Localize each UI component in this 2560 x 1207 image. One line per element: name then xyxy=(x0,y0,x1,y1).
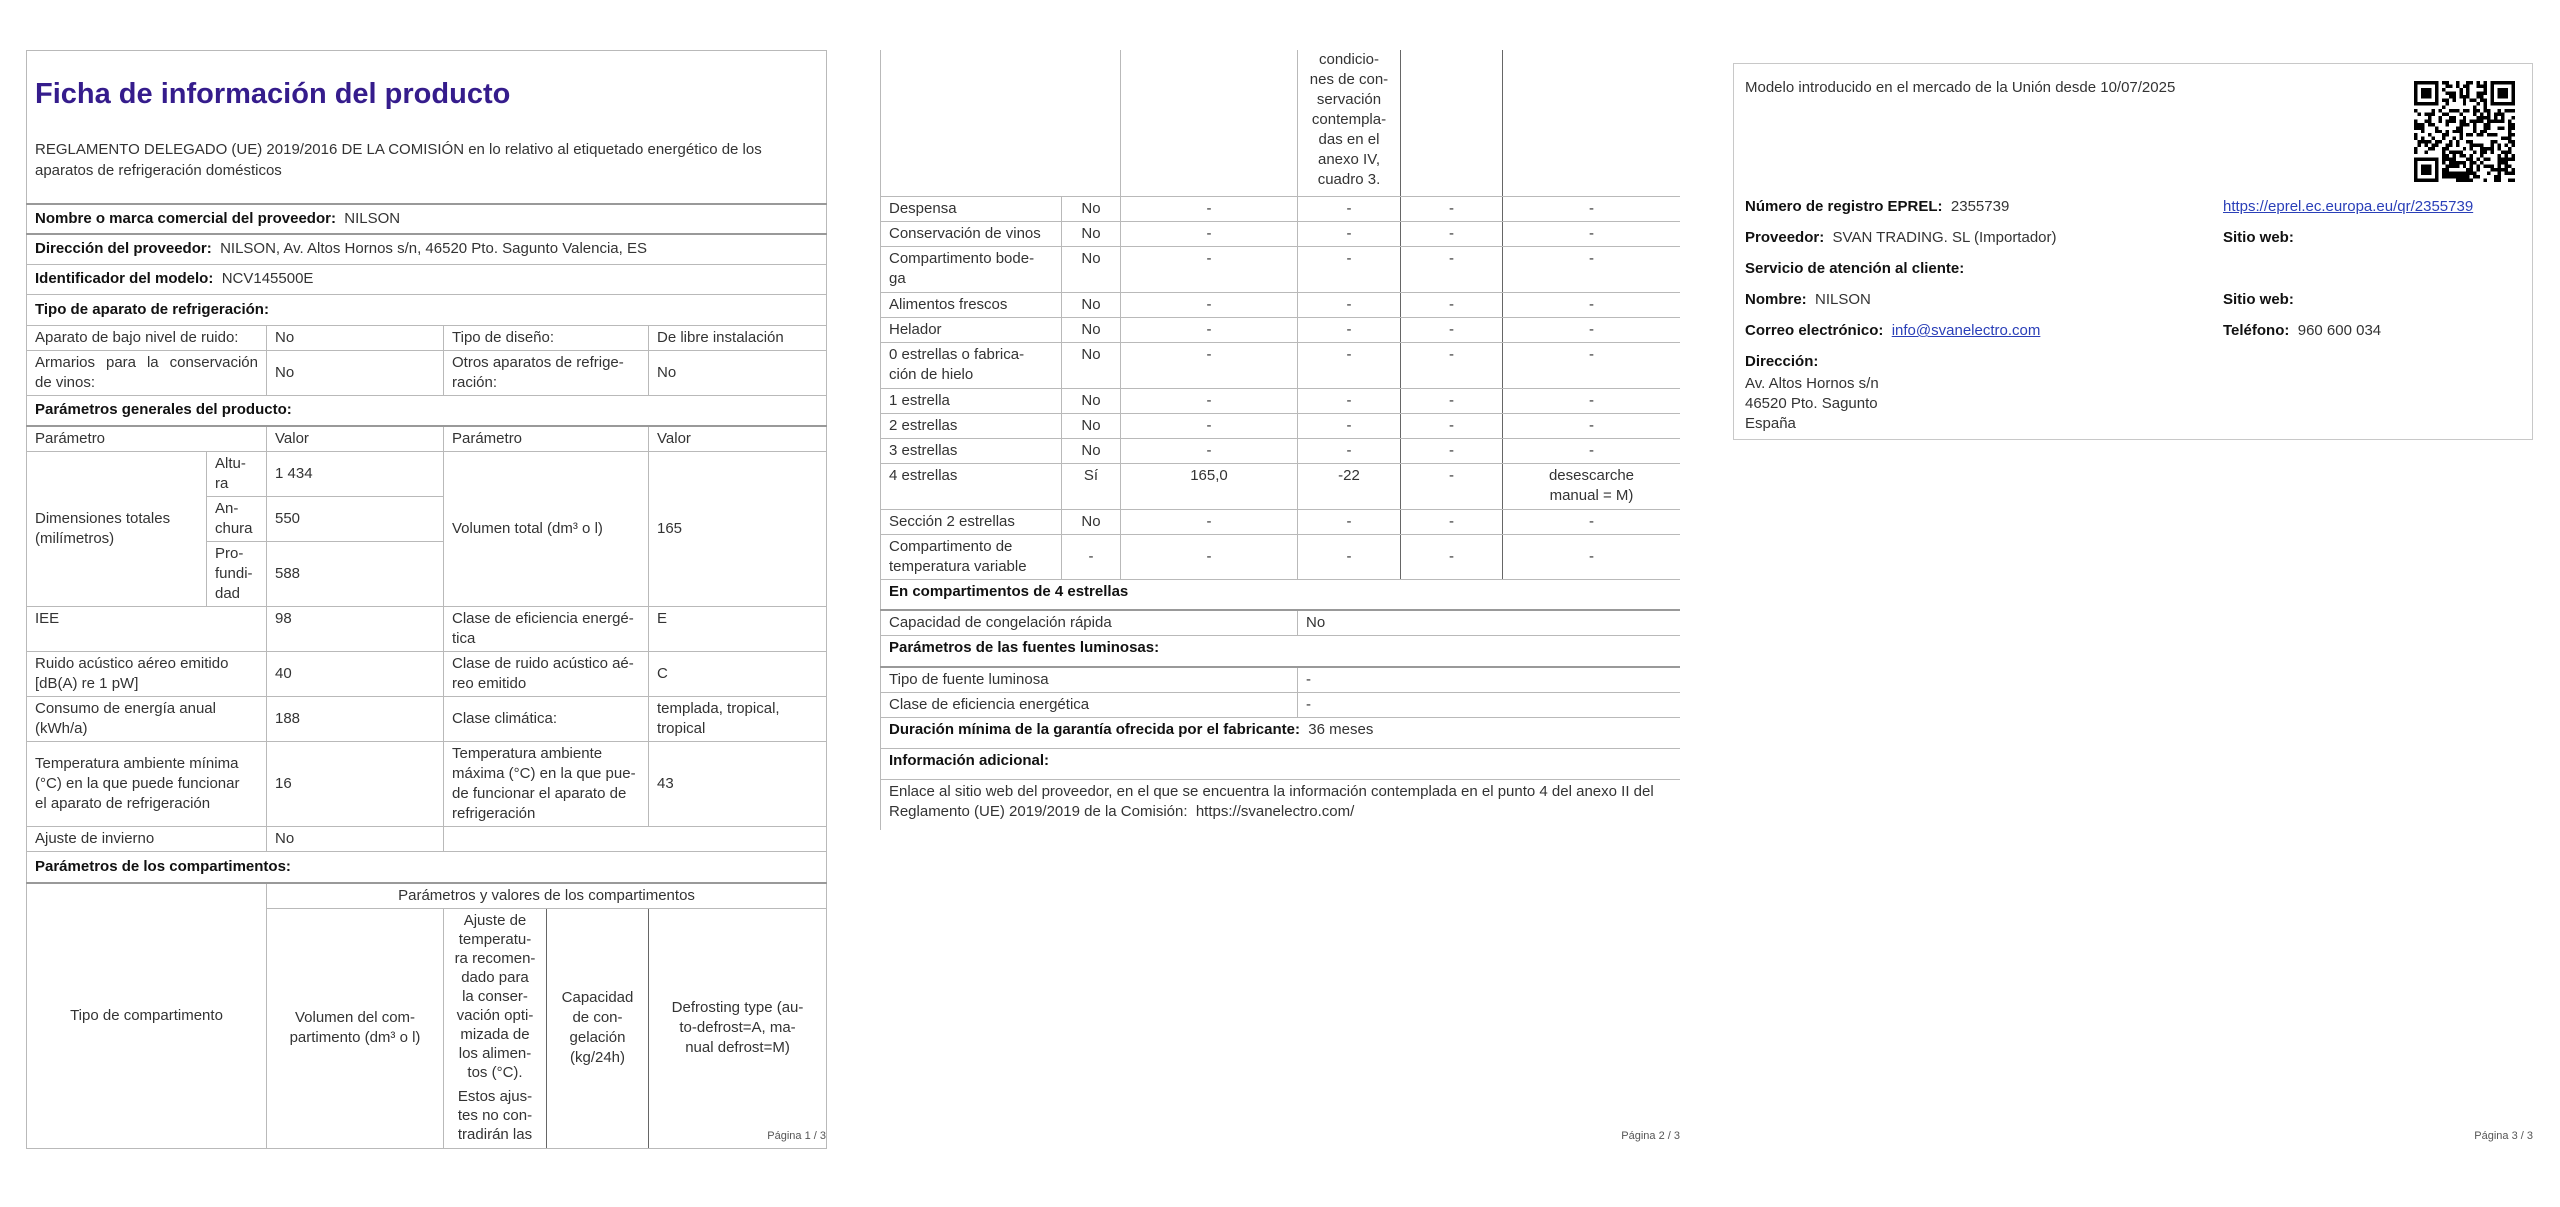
compartment-temp: - xyxy=(1298,246,1401,292)
comp-params-header: Parámetros y valores de los compartimentos xyxy=(267,883,827,909)
compartment-present: No xyxy=(1062,509,1121,534)
compartment-defrost: desescarche manual = M) xyxy=(1503,463,1681,509)
compartment-defrost: - xyxy=(1503,388,1681,413)
name-label: Nombre: xyxy=(1745,291,1807,308)
page-title: Ficha de información del producto xyxy=(35,78,511,110)
email-row xyxy=(1745,322,2040,339)
compartment-present: No xyxy=(1062,388,1121,413)
header-cell xyxy=(27,51,827,205)
compartment-volume: - xyxy=(1121,509,1298,534)
compartment-name: Conservación de vinos xyxy=(881,221,1062,246)
phone-row xyxy=(2223,322,2381,339)
address-label: Dirección: xyxy=(1745,353,1819,370)
wine-value: No xyxy=(267,350,444,395)
compartment-name: Compartimento bode- ga xyxy=(881,246,1062,292)
fast-freeze-label: Capacidad de congelación rápida xyxy=(881,610,1298,636)
warranty-value: 36 meses xyxy=(1308,720,1374,738)
compartment-name: 3 estrellas xyxy=(881,438,1062,463)
light-heading: Parámetros de las fuentes luminosas: xyxy=(881,636,1681,667)
noise-label: Ruido acústico aéreo emitido [dB(A) re 1 pW] xyxy=(27,652,267,697)
compartment-capacity: - xyxy=(1401,463,1503,509)
general-heading: Parámetros generales del producto: xyxy=(27,395,827,426)
comp-volume-header: Volumen del com- partimento (dm³ o l) xyxy=(267,908,444,1148)
tmax-label: Temperatura ambiente máxima (°C) en la que pue- de funcionar el aparato de refrigeración xyxy=(444,742,649,827)
light-type-value: - xyxy=(1298,667,1681,693)
compartment-defrost: - xyxy=(1503,196,1681,221)
compartment-capacity: - xyxy=(1401,388,1503,413)
compartment-defrost: - xyxy=(1503,438,1681,463)
supplier-label: Nombre o marca comercial del proveedor: xyxy=(35,210,336,227)
other-label: Otros aparatos de refrige- ración: xyxy=(444,350,649,395)
comp-type-header: Tipo de compartimento xyxy=(27,883,267,1149)
col-param-2: Parámetro xyxy=(444,426,649,452)
compartment-volume: - xyxy=(1121,221,1298,246)
warranty-row xyxy=(881,717,1681,748)
compartment-name: Sección 2 estrellas xyxy=(881,509,1062,534)
compartment-volume: - xyxy=(1121,196,1298,221)
compartment-defrost: - xyxy=(1503,292,1681,317)
low-noise-label: Aparato de bajo nivel de ruido: xyxy=(27,325,267,350)
compartment-defrost: - xyxy=(1503,246,1681,292)
additional-heading: Información adicional: xyxy=(881,748,1681,779)
compartment-present: No xyxy=(1062,413,1121,438)
comp-temp-header xyxy=(444,908,547,1148)
compartment-row xyxy=(881,221,1681,246)
compartment-volume: - xyxy=(1121,246,1298,292)
eei-label: IEE xyxy=(27,607,267,652)
noise-value: 40 xyxy=(267,652,444,697)
volume-label: Volumen total (dm³ o l) xyxy=(444,452,649,607)
compartment-present: No xyxy=(1062,246,1121,292)
compartment-name: Alimentos frescos xyxy=(881,292,1062,317)
col-value: Valor xyxy=(267,426,444,452)
compartment-temp: - xyxy=(1298,413,1401,438)
compartment-present: - xyxy=(1062,534,1121,579)
compartment-row xyxy=(881,196,1681,221)
compartment-defrost: - xyxy=(1503,413,1681,438)
width-label: An- chura xyxy=(207,497,267,542)
compartment-present: Sí xyxy=(1062,463,1121,509)
noise-class-value: C xyxy=(649,652,827,697)
compartment-temp: - xyxy=(1298,438,1401,463)
product-info-table xyxy=(26,50,827,1149)
compartment-temp: - xyxy=(1298,292,1401,317)
provider-value: SVAN TRADING. SL (Importador) xyxy=(1832,229,2057,246)
address-line: 46520 Pto. Sagunto xyxy=(1745,395,1878,412)
compartment-name: 1 estrella xyxy=(881,388,1062,413)
model-value: NCV145500E xyxy=(221,270,314,287)
email-label: Correo electrónico: xyxy=(1745,322,1884,339)
eprel-label: Número de registro EPREL: xyxy=(1745,198,1943,215)
comp-defrost-header: Defrosting type (au- to-defrost=A, ma- nual defrost=M) xyxy=(649,908,827,1148)
empty-cell xyxy=(1401,50,1503,196)
energy-value: 188 xyxy=(267,697,444,742)
compartment-defrost: - xyxy=(1503,534,1681,579)
climate-label: Clase climática: xyxy=(444,697,649,742)
compartment-row xyxy=(881,317,1681,342)
supplier-value: NILSON xyxy=(344,210,401,227)
compartment-capacity: - xyxy=(1401,534,1503,579)
design-label: Tipo de diseño: xyxy=(444,325,649,350)
comp-heading: Parámetros de los compartimentos: xyxy=(27,852,827,883)
tmin-value: 16 xyxy=(267,742,444,827)
compartment-volume: - xyxy=(1121,342,1298,388)
compartment-name: 2 estrellas xyxy=(881,413,1062,438)
compartment-volume: - xyxy=(1121,317,1298,342)
compartment-row xyxy=(881,438,1681,463)
compartment-present: No xyxy=(1062,221,1121,246)
empty-cell xyxy=(881,50,1121,196)
compartment-row xyxy=(881,292,1681,317)
compartment-present: No xyxy=(1062,342,1121,388)
light-class-label: Clase de eficiencia energética xyxy=(881,692,1298,717)
compartment-volume: - xyxy=(1121,292,1298,317)
additional-text: Enlace al sitio web del proveedor, en el que se encuentra la información contemplada en el punto 4 del anexo II del Reglamento (UE) 2019/2019 de la Comisión: xyxy=(889,782,1654,820)
compartment-row xyxy=(881,509,1681,534)
service-heading: Servicio de atención al cliente: xyxy=(1745,260,1965,277)
address-block xyxy=(1745,374,1879,434)
low-noise-value: No xyxy=(267,325,444,350)
height-label: Altu- ra xyxy=(207,452,267,497)
page-number-3: Página 3 / 3 xyxy=(2474,1130,2533,1142)
compartment-temp: - xyxy=(1298,317,1401,342)
compartment-capacity: - xyxy=(1401,317,1503,342)
page-1 xyxy=(26,50,826,1149)
compartment-defrost: - xyxy=(1503,317,1681,342)
compartment-row xyxy=(881,342,1681,388)
compartment-capacity: - xyxy=(1401,196,1503,221)
compartment-row xyxy=(881,413,1681,438)
compartment-capacity: - xyxy=(1401,292,1503,317)
compartment-defrost: - xyxy=(1503,221,1681,246)
regulation-text: REGLAMENTO DELEGADO (UE) 2019/2016 DE LA COMISIÓN en lo relativo al etiquetado energético de los aparatos de refrigeración domésticos xyxy=(35,141,762,179)
compartment-capacity: - xyxy=(1401,246,1503,292)
additional-info xyxy=(881,779,1681,830)
name-value: NILSON xyxy=(1815,291,1871,308)
page-number-1: Página 1 / 3 xyxy=(767,1130,826,1142)
energy-label: Consumo de energía anual (kWh/a) xyxy=(27,697,267,742)
eei-value: 98 xyxy=(267,607,444,652)
model-row xyxy=(27,264,827,294)
compartment-temp: - xyxy=(1298,388,1401,413)
tmax-value: 43 xyxy=(649,742,827,827)
compartment-volume: - xyxy=(1121,413,1298,438)
light-class-value: - xyxy=(1298,692,1681,717)
address-label: Dirección del proveedor: xyxy=(35,240,212,258)
compartment-name: 4 estrellas xyxy=(881,463,1062,509)
tmin-label: Temperatura ambiente mínima (°C) en la que puede funcionar el aparato de refrigeración xyxy=(27,742,267,827)
compartment-row xyxy=(881,463,1681,509)
compartment-present: No xyxy=(1062,438,1121,463)
wine-label: Armarios para la conservación de vinos: xyxy=(27,350,267,395)
comp-temp-header-text-2: Estos ajus- tes no con- tradirán las xyxy=(457,1087,533,1143)
compartment-volume: - xyxy=(1121,438,1298,463)
website-label: Sitio web: xyxy=(2223,229,2294,246)
compartment-row xyxy=(881,534,1681,579)
empty-cell xyxy=(1503,50,1681,196)
supplier-row xyxy=(27,204,827,234)
website2-label: Sitio web: xyxy=(2223,291,2294,308)
address-line: España xyxy=(1745,415,1796,432)
eff-class-label: Clase de eficiencia energé- tica xyxy=(444,607,649,652)
noise-class-label: Clase de ruido acústico aé- reo emitido xyxy=(444,652,649,697)
compartment-name: 0 estrellas o fabrica- ción de hielo xyxy=(881,342,1062,388)
compartment-temp: - xyxy=(1298,342,1401,388)
compartment-defrost: - xyxy=(1503,342,1681,388)
depth-label: Pro- fundi- dad xyxy=(207,542,267,607)
address-line: Av. Altos Hornos s/n xyxy=(1745,375,1879,392)
page-3-supplier-box xyxy=(1733,63,2533,440)
winter-label: Ajuste de invierno xyxy=(27,827,267,852)
compartment-capacity: - xyxy=(1401,438,1503,463)
compartment-volume: - xyxy=(1121,534,1298,579)
phone-value: 960 600 034 xyxy=(2297,322,2382,339)
compartments-table xyxy=(880,50,1680,830)
winter-value: No xyxy=(267,827,444,852)
email-link[interactable]: info@svanelectro.com xyxy=(1891,322,2041,339)
temp-header-continued: condicio- nes de con- servación contempla- das en el anexo IV, cuadro 3. xyxy=(1298,50,1401,196)
volume-value: 165 xyxy=(649,452,827,607)
width-value: 550 xyxy=(267,497,444,542)
compartment-capacity: - xyxy=(1401,221,1503,246)
provider-label: Proveedor: xyxy=(1745,229,1825,246)
compartment-present: No xyxy=(1062,292,1121,317)
compartment-volume: 165,0 xyxy=(1121,463,1298,509)
fast-freeze-value: No xyxy=(1298,610,1681,636)
page-number-2: Página 2 / 3 xyxy=(1621,1130,1680,1142)
compartment-temp: - xyxy=(1298,534,1401,579)
compartment-capacity: - xyxy=(1401,413,1503,438)
model-label: Identificador del modelo: xyxy=(35,270,214,287)
address-row xyxy=(27,234,827,264)
compartment-capacity: - xyxy=(1401,342,1503,388)
eff-class-value: E xyxy=(649,607,827,652)
compartment-row xyxy=(881,388,1681,413)
compartment-name: Compartimento de temperatura variable xyxy=(881,534,1062,579)
comp-temp-header-text: Ajuste de temperatu- ra recomen- dado para la conser- vación opti- mizada de los alimen- tos (°C). xyxy=(454,911,536,1081)
compartment-capacity: - xyxy=(1401,509,1503,534)
compartment-present: No xyxy=(1062,317,1121,342)
market-date: Modelo introducido en el mercado de la Unión desde 10/07/2025 xyxy=(1745,79,2176,96)
compartment-row xyxy=(881,246,1681,292)
provider-row xyxy=(1745,229,2057,246)
compartment-name: Despensa xyxy=(881,196,1062,221)
page-2 xyxy=(880,50,1680,830)
phone-label: Teléfono: xyxy=(2223,322,2290,339)
light-type-label: Tipo de fuente luminosa xyxy=(881,667,1298,693)
four-star-heading: En compartimentos de 4 estrellas xyxy=(881,579,1681,610)
compartment-temp: - xyxy=(1298,196,1401,221)
empty-cell xyxy=(1121,50,1298,196)
dims-label: Dimensiones totales (milímetros) xyxy=(27,452,207,607)
compartment-temp: - xyxy=(1298,221,1401,246)
compartment-defrost: - xyxy=(1503,509,1681,534)
height-value: 1 434 xyxy=(267,452,444,497)
compartment-temp: -22 xyxy=(1298,463,1401,509)
type-heading: Tipo de aparato de refrigeración: xyxy=(27,294,827,325)
eprel-link[interactable]: https://eprel.ec.europa.eu/qr/2355739 xyxy=(2223,198,2474,215)
other-value: No xyxy=(649,350,827,395)
depth-value: 588 xyxy=(267,542,444,607)
warranty-label: Duración mínima de la garantía ofrecida por el fabricante: xyxy=(889,720,1300,738)
col-value-2: Valor xyxy=(649,426,827,452)
qr-code-icon xyxy=(2414,81,2515,182)
design-value: De libre instalación xyxy=(649,325,827,350)
address-value: NILSON, Av. Altos Hornos s/n, 46520 Pto. Sagunto Valencia, ES xyxy=(220,240,647,258)
compartment-present: No xyxy=(1062,196,1121,221)
name-row xyxy=(1745,291,1871,308)
climate-value: templada, tropical, tropical xyxy=(649,697,827,742)
compartment-temp: - xyxy=(1298,509,1401,534)
compartment-name: Helador xyxy=(881,317,1062,342)
empty-cell xyxy=(444,827,827,852)
compartment-volume: - xyxy=(1121,388,1298,413)
comp-capacity-header: Capacidad de con- gelación (kg/24h) xyxy=(547,908,649,1148)
additional-url[interactable]: https://svanelectro.com/ xyxy=(1195,802,1355,820)
col-param: Parámetro xyxy=(27,426,267,452)
eprel-row xyxy=(1745,198,2009,215)
eprel-value: 2355739 xyxy=(1950,198,2010,215)
